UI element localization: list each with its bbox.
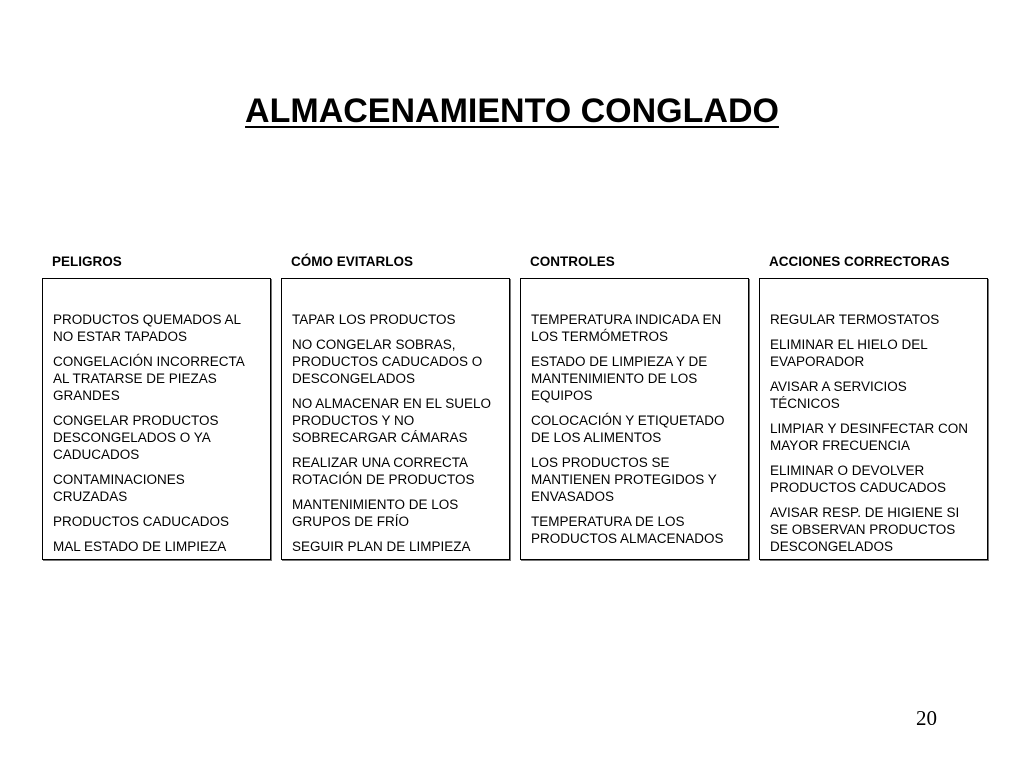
column-header-controles: CONTROLES [530,254,615,269]
column-header-acciones-correctoras: ACCIONES CORRECTORAS [769,254,950,269]
list-item: TEMPERATURA DE LOS PRODUCTOS ALMACENADOS [531,514,724,546]
list-item: TEMPERATURA INDICADA EN LOS TERMÓMETROS [531,312,722,344]
list-item: NO ALMACENAR EN EL SUELO PRODUCTOS Y NO SOBRECARGAR CÁMARAS [292,396,492,445]
list-item: PRODUCTOS CADUCADOS [53,514,230,529]
list-item: NO CONGELAR SOBRAS, PRODUCTOS CADUCADOS O DESCONGELADOS [292,337,483,386]
list-item: CONGELAR PRODUCTOS DESCONGELADOS O YA CADUCADOS [53,413,219,462]
list-item: AVISAR A SERVICIOS TÉCNICOS [770,379,907,411]
list-item: LIMPIAR Y DESINFECTAR CON MAYOR FRECUENCIA [770,421,969,453]
list-item: REALIZAR UNA CORRECTA ROTACIÓN DE PRODUCTOS [292,455,475,487]
list-item: LOS PRODUCTOS SE MANTIENEN PROTEGIDOS Y ENVASADOS [531,455,717,504]
list-item: ELIMINAR EL HIELO DEL EVAPORADOR [770,337,928,369]
list-item: ELIMINAR O DEVOLVER PRODUCTOS CADUCADOS [770,463,947,495]
column-header-como-evitarlos: CÓMO EVITARLOS [291,254,414,269]
list-item: AVISAR RESP. DE HIGIENE SI SE OBSERVAN PRODUCTOS DESCONGELADOS [770,505,960,554]
list-item: REGULAR TERMOSTATOS [770,312,940,327]
list-item: SEGUIR PLAN DE LIMPIEZA [292,539,471,554]
page-number: 20 [916,706,937,730]
list-item: MANTENIMIENTO DE LOS GRUPOS DE FRÍO [292,497,459,529]
column-header-peligros: PELIGROS [52,254,122,269]
list-item: TAPAR LOS PRODUCTOS [292,312,456,327]
list-item: ESTADO DE LIMPIEZA Y DE MANTENIMIENTO DE LOS EQUIPOS [531,354,708,403]
controles-box [520,278,749,560]
list-item: CONGELACIÓN INCORRECTA AL TRATARSE DE PIEZAS GRANDES [53,354,245,403]
list-item: CONTAMINACIONES CRUZADAS [53,472,185,504]
como-evitarlos-box [281,278,510,560]
list-item: PRODUCTOS QUEMADOS AL NO ESTAR TAPADOS [53,312,241,344]
peligros-box [42,278,271,560]
list-item: COLOCACIÓN Y ETIQUETADO DE LOS ALIMENTOS [531,413,725,445]
list-item: MAL ESTADO DE LIMPIEZA [53,539,227,554]
acciones-correctoras-box [759,278,988,560]
page-title: ALMACENAMIENTO CONGLADO [245,92,779,130]
